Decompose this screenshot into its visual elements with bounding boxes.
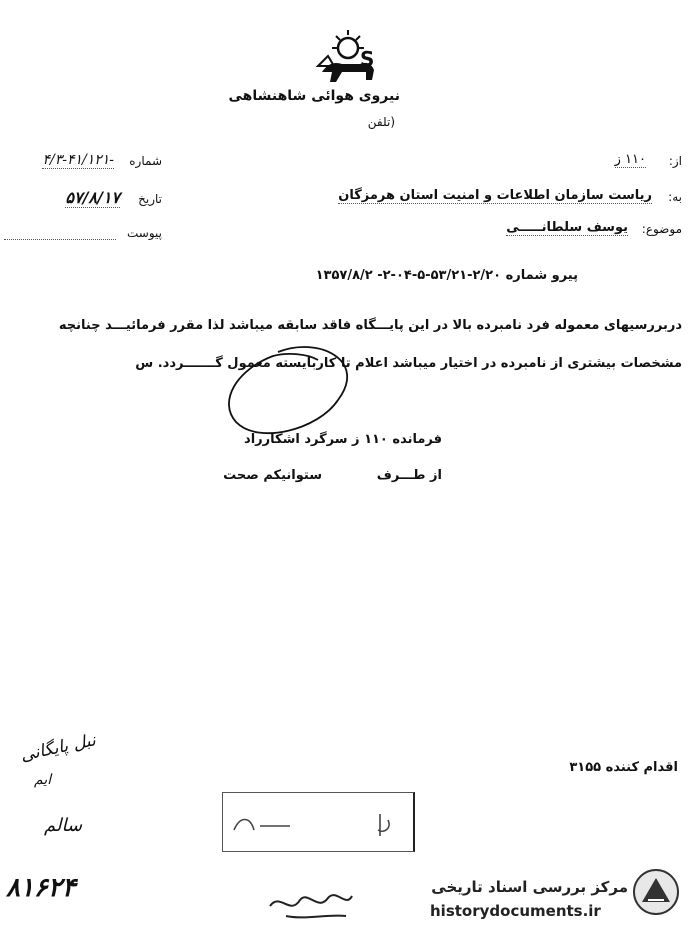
from-label: از: [668, 154, 682, 168]
from-row [330, 152, 682, 174]
attachment-label: پیوست [127, 226, 162, 240]
attachment-row [4, 224, 162, 244]
handwritten-number: ۸۱۶۲۴ [6, 873, 76, 903]
watermark-url: historydocuments.ir [430, 902, 601, 920]
commander-line: فرمانده ۱۱۰ ز سرگرد اشکارراد [244, 432, 442, 447]
watermark-logo-icon [632, 868, 680, 916]
svg-text:S: S [360, 47, 375, 71]
attachment-line [4, 238, 116, 240]
date-row [4, 188, 162, 212]
action-by: اقدام کننده ۳۱۵۵ [569, 760, 678, 775]
handwritten-note-2: ایم [34, 772, 52, 788]
from-value: ۱۱۰ ز [614, 152, 646, 167]
organization-title: نیروی هوائی شاهنشاهی [228, 88, 400, 104]
bottom-scribble-icon [266, 886, 356, 922]
to-value: ریاست سازمان اطلاعات و امنیت استان هرمزگان [338, 188, 652, 203]
signer-name: ستوانیکم صحت [223, 468, 322, 483]
handwritten-initial: سالم [44, 815, 83, 836]
reference-line: پیرو شماره ۲/۲۰-۵۳/۲۱-۵-۰۴-۲- ۱۳۵۷/۸/۲ [315, 268, 578, 283]
subject-value: یوسف سلطانـــــی [506, 220, 628, 235]
date-label: تاریخ [138, 192, 162, 206]
subject-row [330, 220, 682, 242]
subject-label: موضوع: [641, 222, 682, 236]
body-line-2: مشخصات بیشتری از نامبرده در اختیار میباشد اعلام تا کاربایسته معمول گـــــــردد. س [135, 356, 682, 371]
number-row [4, 152, 162, 174]
number-value: ۴/۳-۴۱/۱۲۱- [42, 152, 114, 168]
watermark-title: مرکز بررسی اسناد تاریخی [431, 878, 628, 896]
date-value: ۵۷/۸/۱۷ [65, 188, 120, 207]
to-label: به: [668, 190, 682, 204]
from-side-label: از طـــرف [376, 468, 442, 483]
stamp-scribble-icon [230, 808, 400, 842]
body-line-1: دربررسیهای معموله فرد نامبرده بالا در این پایـــگاه فاقد سابقه میباشد لذا مقرر فرمائیـــد چنانچه [58, 318, 682, 333]
to-row [330, 188, 682, 212]
emblem-icon [312, 26, 384, 90]
handwritten-note: نبل پایگانی [18, 730, 98, 766]
phone-label: (تلفن [367, 115, 395, 129]
number-label: شماره [129, 154, 162, 168]
